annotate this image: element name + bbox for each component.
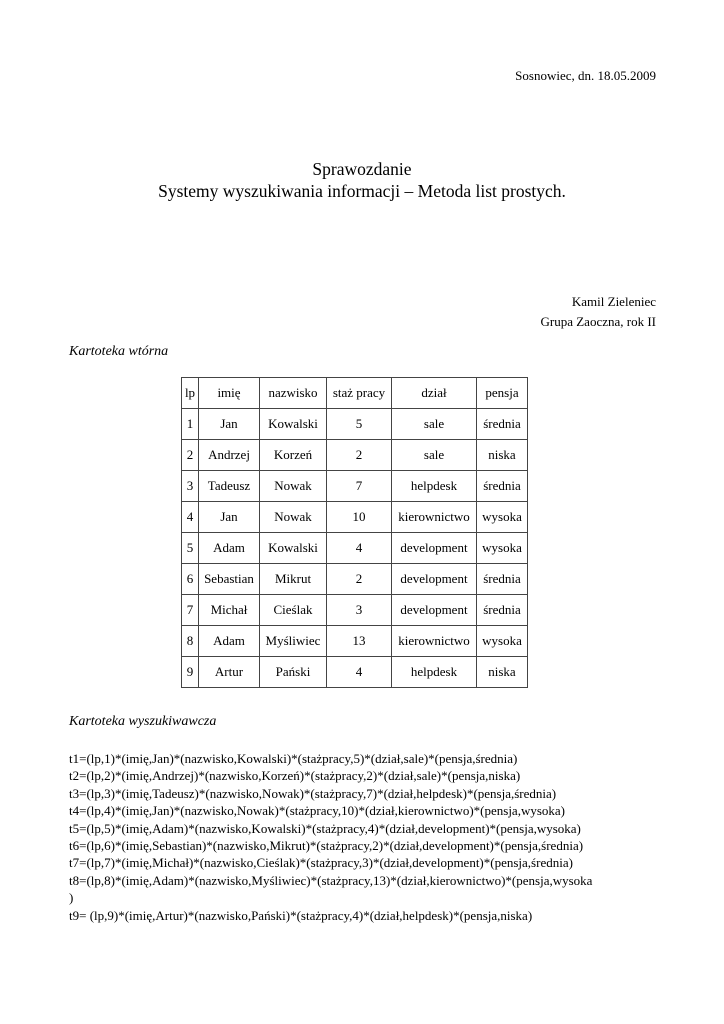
search-file-heading: Kartoteka wyszukiwawcza bbox=[69, 714, 217, 729]
cell-last-name: Kowalski bbox=[260, 409, 327, 440]
cell-seniority: 5 bbox=[327, 409, 392, 440]
title-line-1: Sprawozdanie bbox=[312, 159, 412, 179]
cell-last-name: Korzeń bbox=[260, 440, 327, 471]
table-row bbox=[182, 440, 528, 471]
cell-lp: 4 bbox=[182, 502, 199, 533]
cell-first-name: Tadeusz bbox=[199, 471, 260, 502]
table-row bbox=[182, 533, 528, 564]
column-header-salary: pensja bbox=[477, 378, 528, 409]
cell-last-name: Kowalski bbox=[260, 533, 327, 564]
formula-line: t7=(lp,7)*(imię,Michał)*(nazwisko,Cieślak)*(stażpracy,3)*(dział,development)*(pensja,średnia) bbox=[69, 855, 573, 871]
cell-first-name: Jan bbox=[199, 502, 260, 533]
formula-line: t4=(lp,4)*(imię,Jan)*(nazwisko,Nowak)*(stażpracy,10)*(dział,kierownictwo)*(pensja,wysoka) bbox=[69, 803, 565, 819]
column-header-lp: lp bbox=[182, 378, 199, 409]
formula-line: t8=(lp,8)*(imię,Adam)*(nazwisko,Myśliwiec)*(stażpracy,13)*(dział,kierownictwo)*(pensja,wysoka bbox=[69, 872, 593, 888]
cell-last-name: Cieślak bbox=[260, 595, 327, 626]
cell-first-name: Artur bbox=[199, 657, 260, 688]
cell-first-name: Adam bbox=[199, 533, 260, 564]
cell-lp: 1 bbox=[182, 409, 199, 440]
table-row bbox=[182, 595, 528, 626]
cell-last-name: Myśliwiec bbox=[260, 626, 327, 657]
cell-lp: 8 bbox=[182, 626, 199, 657]
author-group: Grupa Zaoczna, rok II bbox=[540, 314, 656, 329]
records-table bbox=[181, 377, 528, 688]
cell-department: development bbox=[392, 564, 477, 595]
cell-salary: wysoka bbox=[477, 502, 528, 533]
cell-salary: średnia bbox=[477, 471, 528, 502]
table-row bbox=[182, 626, 528, 657]
author-block bbox=[541, 292, 657, 332]
search-formulas bbox=[69, 750, 659, 924]
cell-last-name: Pański bbox=[260, 657, 327, 688]
cell-department: helpdesk bbox=[392, 657, 477, 688]
cell-salary: niska bbox=[477, 657, 528, 688]
formula-line: ) bbox=[69, 890, 74, 906]
cell-first-name: Adam bbox=[199, 626, 260, 657]
cell-salary: wysoka bbox=[477, 626, 528, 657]
column-header-department: dział bbox=[392, 378, 477, 409]
table-row bbox=[182, 657, 528, 688]
cell-seniority: 3 bbox=[327, 595, 392, 626]
cell-department: development bbox=[392, 595, 477, 626]
formula-line: t5=(lp,5)*(imię,Adam)*(nazwisko,Kowalski)*(stażpracy,4)*(dział,development)*(pensja,wysoka) bbox=[69, 820, 581, 836]
cell-lp: 2 bbox=[182, 440, 199, 471]
title-line-2: Systemy wyszukiwania informacji – Metoda list prostych. bbox=[158, 181, 566, 201]
report-title bbox=[0, 158, 724, 202]
formula-line: t9= (lp,9)*(imię,Artur)*(nazwisko,Pański)*(stażpracy,4)*(dział,helpdesk)*(pensja,niska) bbox=[69, 907, 533, 923]
cell-salary: średnia bbox=[477, 409, 528, 440]
cell-first-name: Jan bbox=[199, 409, 260, 440]
cell-seniority: 4 bbox=[327, 657, 392, 688]
cell-department: helpdesk bbox=[392, 471, 477, 502]
date-line: Sosnowiec, dn. 18.05.2009 bbox=[515, 68, 656, 83]
column-header-last-name: nazwisko bbox=[260, 378, 327, 409]
cell-salary: średnia bbox=[477, 564, 528, 595]
cell-last-name: Mikrut bbox=[260, 564, 327, 595]
cell-first-name: Andrzej bbox=[199, 440, 260, 471]
cell-lp: 5 bbox=[182, 533, 199, 564]
cell-seniority: 13 bbox=[327, 626, 392, 657]
cell-seniority: 7 bbox=[327, 471, 392, 502]
cell-first-name: Sebastian bbox=[199, 564, 260, 595]
cell-lp: 7 bbox=[182, 595, 199, 626]
formula-line: t6=(lp,6)*(imię,Sebastian)*(nazwisko,Mikrut)*(stażpracy,2)*(dział,development)*(pensja,średnia) bbox=[69, 838, 584, 854]
cell-seniority: 2 bbox=[327, 564, 392, 595]
cell-salary: niska bbox=[477, 440, 528, 471]
cell-lp: 6 bbox=[182, 564, 199, 595]
cell-lp: 9 bbox=[182, 657, 199, 688]
cell-salary: wysoka bbox=[477, 533, 528, 564]
cell-last-name: Nowak bbox=[260, 502, 327, 533]
table-row bbox=[182, 502, 528, 533]
formula-line: t3=(lp,3)*(imię,Tadeusz)*(nazwisko,Nowak)*(stażpracy,7)*(dział,helpdesk)*(pensja,średnia) bbox=[69, 785, 557, 801]
author-name: Kamil Zieleniec bbox=[571, 294, 656, 309]
cell-department: sale bbox=[392, 409, 477, 440]
formula-line: t1=(lp,1)*(imię,Jan)*(nazwisko,Kowalski)*(stażpracy,5)*(dział,sale)*(pensja,średnia) bbox=[69, 751, 518, 766]
table-header-row bbox=[182, 378, 528, 409]
secondary-file-heading: Kartoteka wtórna bbox=[69, 344, 169, 359]
cell-first-name: Michał bbox=[199, 595, 260, 626]
cell-department: sale bbox=[392, 440, 477, 471]
formula-line: t2=(lp,2)*(imię,Andrzej)*(nazwisko,Korzeń)*(stażpracy,2)*(dział,sale)*(pensja,niska) bbox=[69, 768, 521, 784]
cell-seniority: 2 bbox=[327, 440, 392, 471]
cell-department: kierownictwo bbox=[392, 502, 477, 533]
cell-department: kierownictwo bbox=[392, 626, 477, 657]
column-header-seniority: staż pracy bbox=[327, 378, 392, 409]
cell-last-name: Nowak bbox=[260, 471, 327, 502]
table-row bbox=[182, 471, 528, 502]
cell-salary: średnia bbox=[477, 595, 528, 626]
table-row bbox=[182, 564, 528, 595]
cell-lp: 3 bbox=[182, 471, 199, 502]
column-header-first-name: imię bbox=[199, 378, 260, 409]
table-row bbox=[182, 409, 528, 440]
cell-department: development bbox=[392, 533, 477, 564]
cell-seniority: 4 bbox=[327, 533, 392, 564]
cell-seniority: 10 bbox=[327, 502, 392, 533]
